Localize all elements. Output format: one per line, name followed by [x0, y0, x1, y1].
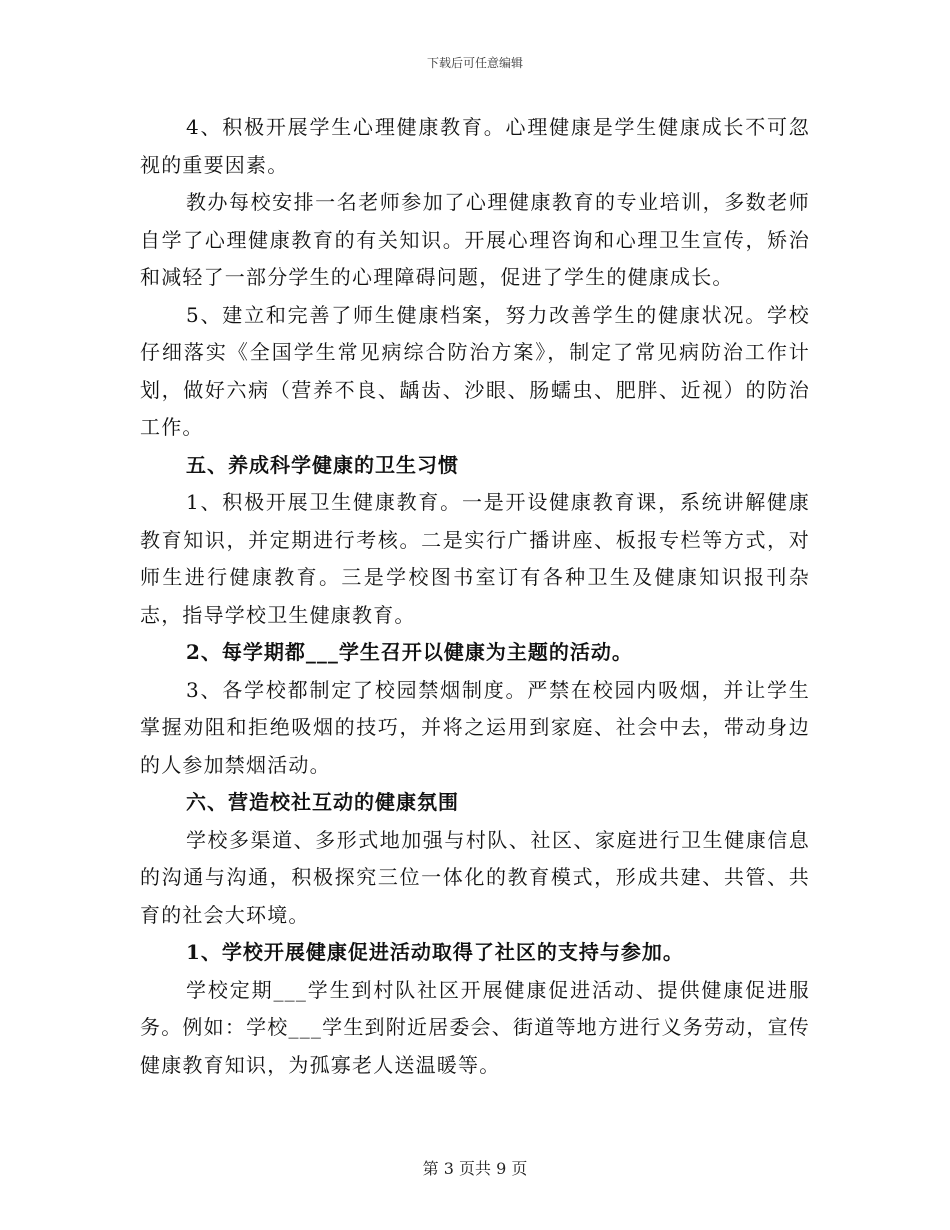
page-header: 下载后可任意编辑 [426, 56, 523, 70]
bold-item: 2、每学期都___学生召开以健康为主题的活动。 [186, 640, 633, 664]
paragraph: 1、积极开展卫生健康教育。一是开设健康教育课，系统讲解健康教育知识，并定期进行考核。二是实行广播讲座、板报专栏等方式，对师生进行健康教育。三是学校图书室订有各种卫生及健康知识报刊杂志，指导学校卫生健康教育。 [140, 490, 810, 627]
section-heading: 五、养成科学健康的卫生习惯 [186, 452, 459, 477]
document-body [140, 109, 810, 1084]
paragraph: 学校多渠道、多形式地加强与村队、社区、家庭进行卫生健康信息的沟通与沟通，积极探究三位一体化的教育模式，形成共建、共管、共育的社会大环境。 [140, 827, 810, 927]
paragraph: 学校定期___学生到村队社区开展健康促进活动、提供健康促进服务。例如：学校___学生到附近居委会、街道等地方进行义务劳动，宣传健康教育知识，为孤寡老人送温暖等。 [140, 977, 810, 1077]
section-heading: 六、营造校社互动的健康氛围 [186, 790, 459, 814]
page-footer: 第 3 页共 9 页 [422, 1159, 528, 1178]
paragraph: 3、各学校都制定了校园禁烟制度。严禁在校园内吸烟，并让学生掌握劝阻和拒绝吸烟的技巧，并将之运用到家庭、社会中去，带动身边的人参加禁烟活动。 [140, 677, 810, 777]
paragraph: 4、积极开展学生心理健康教育。心理健康是学生健康成长不可忽视的重要因素。 [140, 115, 810, 177]
paragraph: 5、建立和完善了师生健康档案，努力改善学生的健康状况。学校仔细落实《全国学生常见病综合防治方案》，制定了常见病防治工作计划，做好六病（营养不良、龋齿、沙眼、肠蠕虫、肥胖、近视）的防治工作。 [140, 302, 810, 439]
bold-item: 1、学校开展健康促进活动取得了社区的支持与参加。 [186, 940, 684, 964]
paragraph: 教办每校安排一名老师参加了心理健康教育的专业培训，多数老师自学了心理健康教育的有关知识。开展心理咨询和心理卫生宣传，矫治和减轻了一部分学生的心理障碍问题，促进了学生的健康成长。 [140, 190, 810, 289]
